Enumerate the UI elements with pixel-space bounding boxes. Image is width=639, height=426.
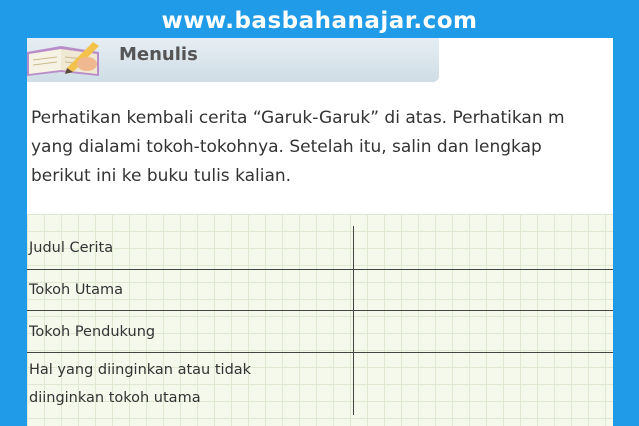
row-value-cell: [354, 311, 614, 353]
frame-right-edge: [613, 38, 639, 426]
table-row: [27, 311, 613, 353]
table-row: [27, 226, 613, 270]
table-row: [27, 353, 613, 416]
writing-book-pencil-icon: [27, 38, 107, 78]
row-label-line: diinginkan tokoh utama: [29, 390, 201, 406]
textbook-page: [27, 38, 613, 426]
row-value-cell: [354, 270, 614, 311]
instruction-line: yang dialami tokoh-tokohnya. Setelah itu, salin dan lengkap: [31, 137, 542, 157]
watermark-text: www.basbahanajar.com: [161, 8, 478, 34]
row-label: Judul Cerita: [27, 226, 354, 270]
table-row: [27, 270, 613, 311]
section-title: Menulis: [119, 44, 198, 65]
row-label: Tokoh Utama: [27, 270, 354, 311]
story-analysis-table: [27, 226, 613, 415]
instruction-line: berikut ini ke buku tulis kalian.: [31, 166, 292, 186]
row-label: Tokoh Pendukung: [27, 311, 354, 353]
section-banner: [27, 38, 439, 82]
instruction-paragraph: [31, 104, 613, 191]
row-label: [27, 353, 354, 416]
row-label-line: Hal yang diinginkan atau tidak: [29, 362, 252, 378]
instruction-line: Perhatikan kembali cerita “Garuk-Garuk” di atas. Perhatikan m: [31, 108, 565, 128]
row-value-cell: [354, 353, 614, 416]
row-value-cell: [354, 226, 614, 270]
